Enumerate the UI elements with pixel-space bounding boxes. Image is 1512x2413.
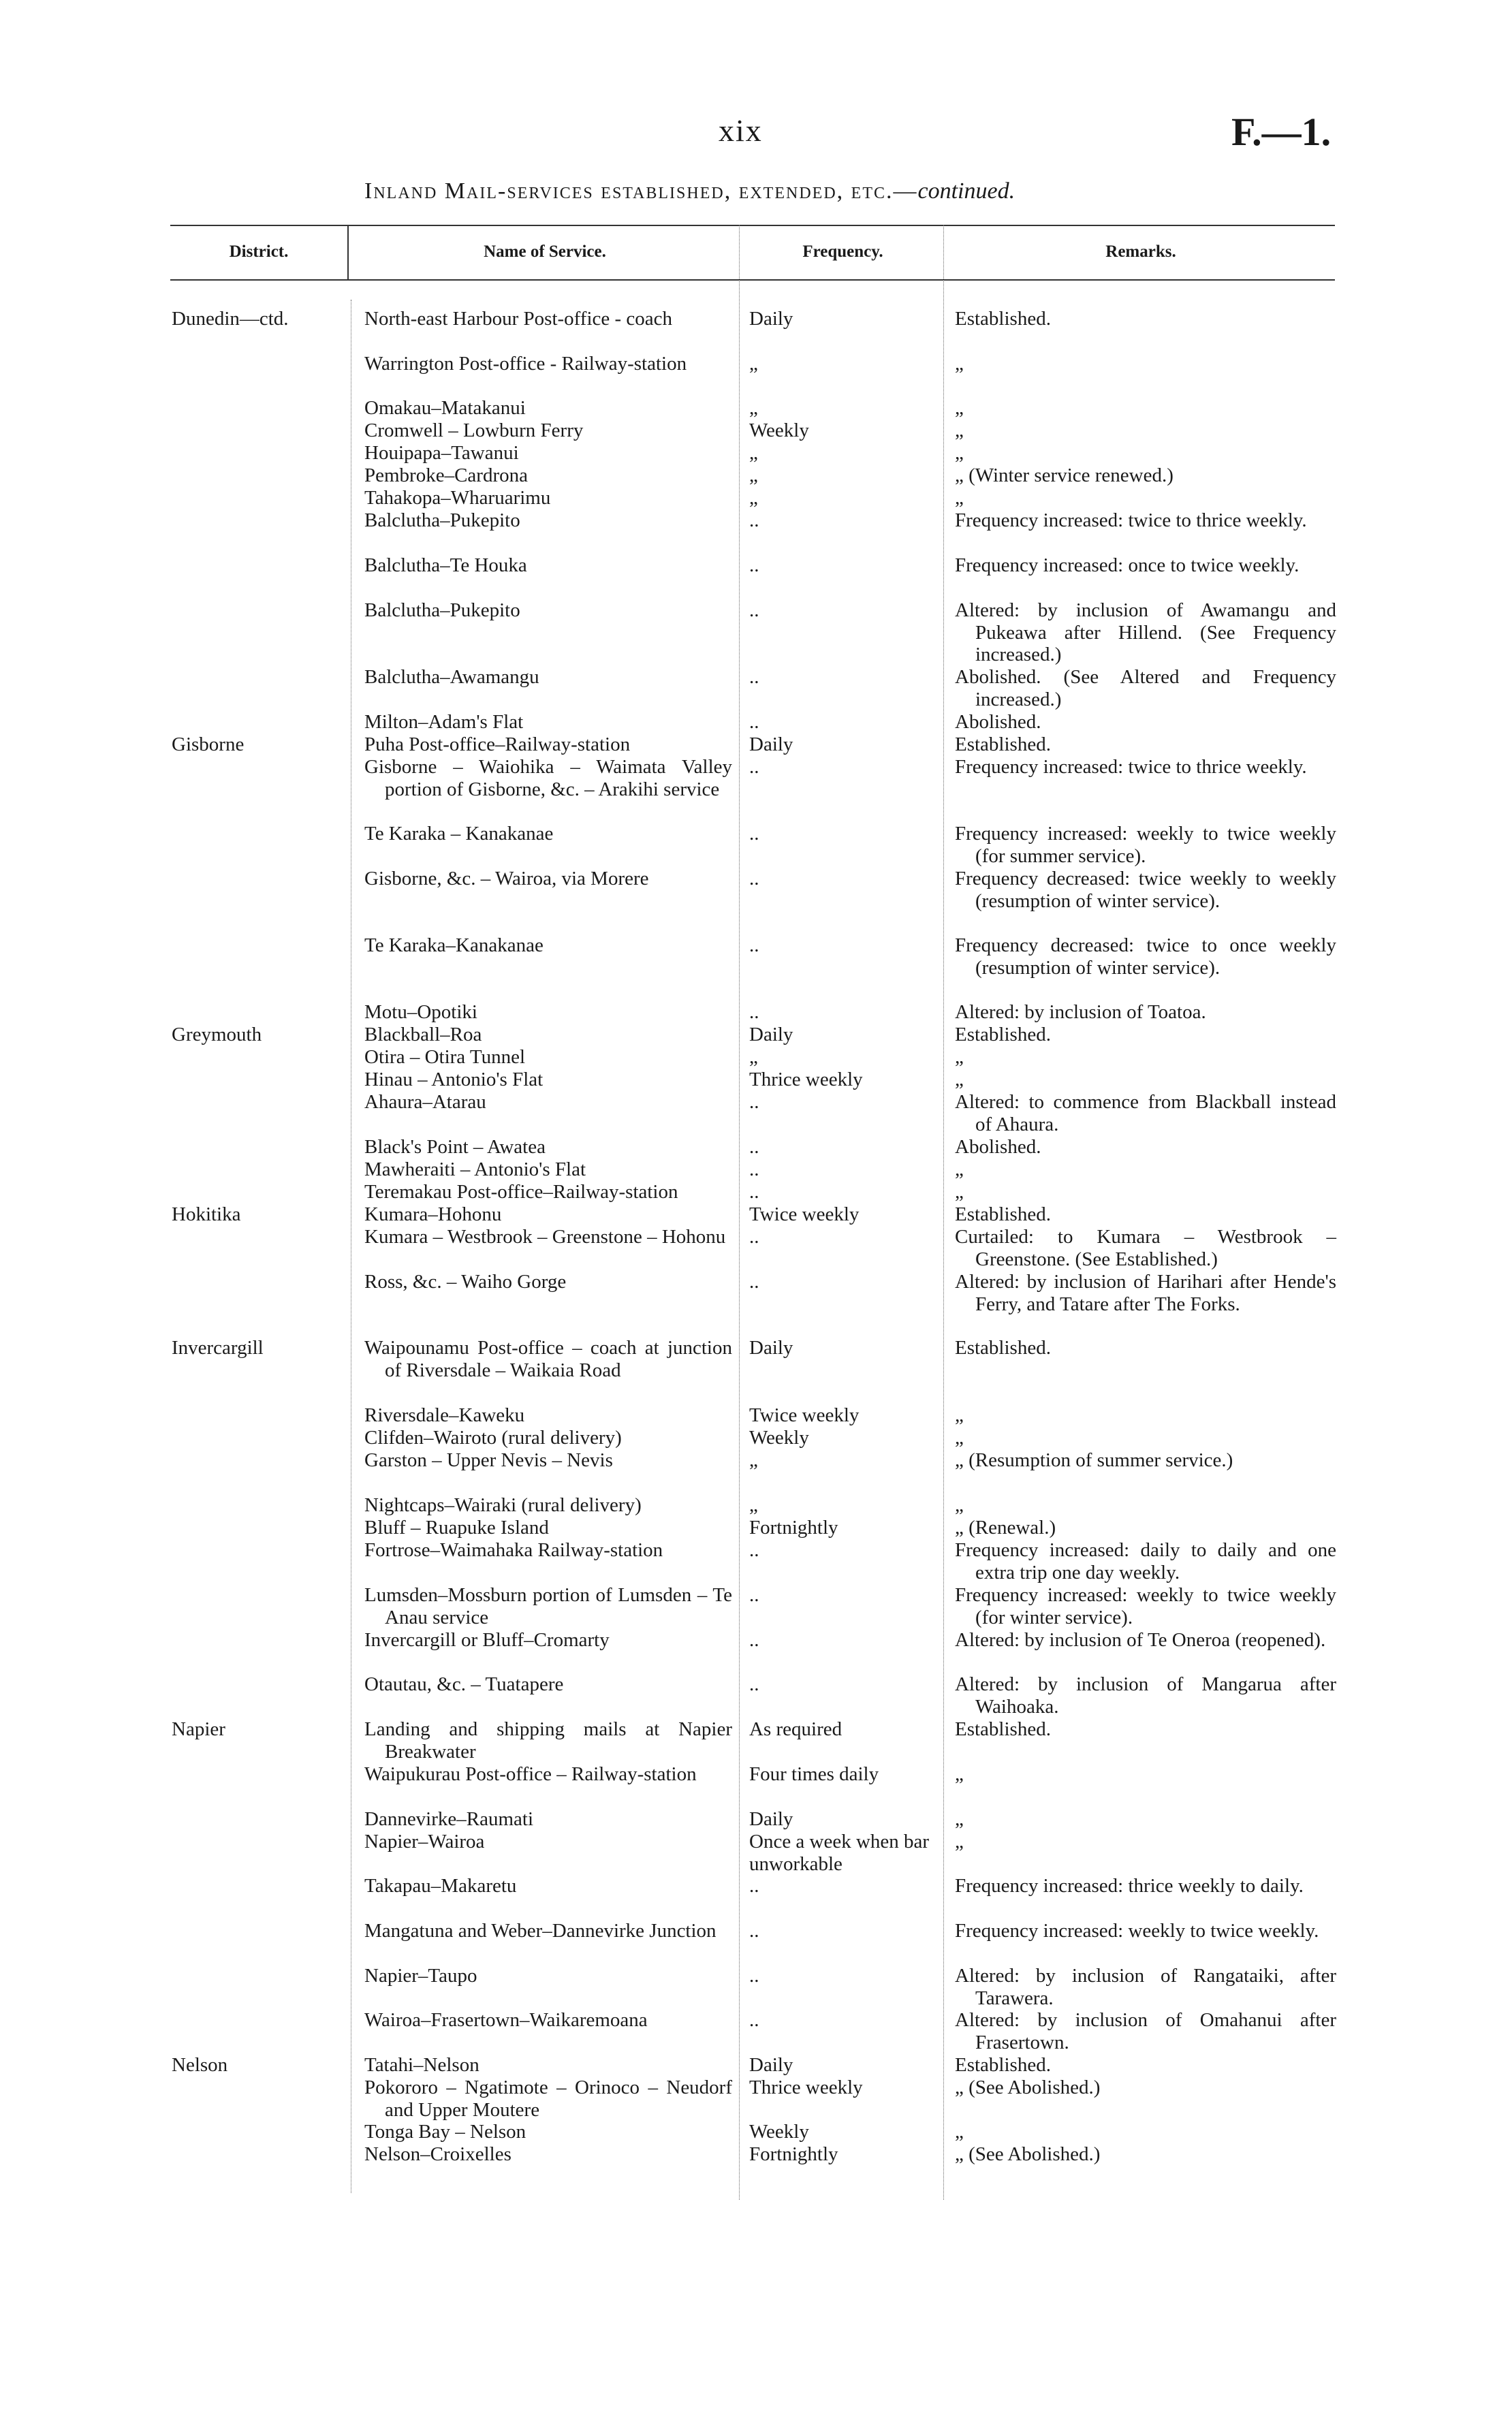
service-cell: Riversdale–Kaweku xyxy=(364,1404,525,1426)
service-cell: Wairoa–Frasertown–Waikaremoana xyxy=(364,2009,648,2031)
remarks-cell: Altered: by inclusion of Mangarua after Waihoaka. xyxy=(955,1673,1336,1718)
header-frequency: Frequency. xyxy=(802,242,883,261)
page-title xyxy=(364,178,1015,204)
remarks-cell: „ xyxy=(955,1046,964,1068)
remarks-cell: „ (See Abolished.) xyxy=(955,2143,1101,2165)
page-code: F.—1. xyxy=(1231,110,1332,154)
service-cell: Puha Post-office–Railway-station xyxy=(364,734,631,755)
service-cell: Gisborne – Waiohika – Waimata Valley portion of Gisborne, &c. – Arakihi service xyxy=(364,756,732,800)
frequency-cell: Daily xyxy=(749,1337,793,1359)
service-cell: North-east Harbour Post-office - coach xyxy=(364,308,673,330)
district-cell: Napier xyxy=(172,1718,225,1740)
header-remarks: Remarks. xyxy=(1105,242,1176,261)
remarks-cell: Altered: to commence from Blackball instead of Ahaura. xyxy=(955,1091,1336,1135)
remarks-cell: Established. xyxy=(955,1024,1051,1045)
header-top-rule xyxy=(170,225,1335,226)
service-cell: Warrington Post-office - Railway-station xyxy=(364,353,687,375)
remarks-cell: Curtailed: to Kumara – Westbrook – Greenstone. (See Established.) xyxy=(955,1226,1336,1270)
frequency-cell: .. xyxy=(749,1136,759,1158)
frequency-cell: Daily xyxy=(749,308,793,330)
frequency-cell: .. xyxy=(749,1584,759,1606)
frequency-cell: .. xyxy=(749,599,759,621)
remarks-cell: Established. xyxy=(955,734,1051,755)
remarks-cell: Established. xyxy=(955,1337,1051,1359)
frequency-cell: .. xyxy=(749,711,759,733)
service-cell: Lumsden–Mossburn portion of Lumsden – Te Anau service xyxy=(364,1584,732,1628)
remarks-cell: „ xyxy=(955,1181,964,1203)
service-cell: Waipukurau Post-office – Railway-station xyxy=(364,1763,697,1785)
service-cell: Black's Point – Awatea xyxy=(364,1136,546,1158)
service-cell: Fortrose–Waimahaka Railway-station xyxy=(364,1539,663,1561)
service-cell: Gisborne, &c. – Wairoa, via Morere xyxy=(364,868,649,889)
page-number: xix xyxy=(719,113,763,148)
service-cell: Takapau–Makaretu xyxy=(364,1875,517,1897)
frequency-cell: .. xyxy=(749,1965,759,1987)
remarks-cell: Abolished. (See Altered and Frequency increased.) xyxy=(955,666,1336,710)
frequency-cell: .. xyxy=(749,1629,759,1651)
frequency-cell: Thrice weekly xyxy=(749,1069,863,1090)
remarks-cell: Frequency increased: weekly to twice weekly. xyxy=(955,1920,1319,1942)
frequency-cell: Twice weekly xyxy=(749,1404,860,1426)
service-cell: Tahakopa–Wharuarimu xyxy=(364,487,551,509)
service-cell: Milton–Adam's Flat xyxy=(364,711,524,733)
remarks-cell: „ (Renewal.) xyxy=(955,1517,1056,1539)
frequency-cell: „ xyxy=(749,487,758,509)
header-bottom-rule xyxy=(170,279,1335,281)
service-cell: Tatahi–Nelson xyxy=(364,2054,479,2076)
service-cell: Houipapa–Tawanui xyxy=(364,442,519,464)
district-cell: Greymouth xyxy=(172,1024,262,1045)
frequency-cell: .. xyxy=(749,756,759,778)
service-cell: Omakau–Matakanui xyxy=(364,397,526,419)
remarks-cell: Established. xyxy=(955,2054,1051,2076)
frequency-cell: „ xyxy=(749,353,758,375)
service-cell: Otautau, &c. – Tuatapere xyxy=(364,1673,564,1695)
district-cell: Dunedin—ctd. xyxy=(172,308,289,330)
frequency-cell: „ xyxy=(749,1494,758,1516)
service-cell: Nightcaps–Wairaki (rural delivery) xyxy=(364,1494,642,1516)
service-cell: Te Karaka–Kanakanae xyxy=(364,934,544,956)
service-cell: Kumara–Hohonu xyxy=(364,1203,502,1225)
frequency-cell: .. xyxy=(749,2009,759,2031)
title-continued: continued. xyxy=(917,178,1015,204)
remarks-cell: Altered: by inclusion of Rangataiki, after Tarawera. xyxy=(955,1965,1336,2009)
remarks-cell: Altered: by inclusion of Harihari after Hende's Ferry, and Tatare after The Forks. xyxy=(955,1271,1336,1315)
frequency-cell: .. xyxy=(749,1271,759,1293)
service-cell: Pembroke–Cardrona xyxy=(364,464,528,486)
frequency-cell: .. xyxy=(749,554,759,576)
service-cell: Tonga Bay – Nelson xyxy=(364,2121,526,2143)
frequency-cell: Daily xyxy=(749,1808,793,1830)
frequency-cell: .. xyxy=(749,1226,759,1248)
remarks-cell: „ xyxy=(955,353,964,375)
remarks-cell: „ xyxy=(955,1158,964,1180)
frequency-cell: Fortnightly xyxy=(749,1517,838,1539)
remarks-cell: „ xyxy=(955,2121,964,2143)
service-cell: Napier–Wairoa xyxy=(364,1831,485,1852)
frequency-cell: „ xyxy=(749,397,758,419)
frequency-cell: .. xyxy=(749,1875,759,1897)
service-cell: Cromwell – Lowburn Ferry xyxy=(364,420,584,441)
frequency-cell: .. xyxy=(749,1001,759,1023)
remarks-cell: „ (See Abolished.) xyxy=(955,2077,1101,2098)
remarks-cell: Frequency decreased: twice to once weekly (resumption of winter service). xyxy=(955,934,1336,979)
remarks-cell: Abolished. xyxy=(955,711,1041,733)
frequency-cell: Daily xyxy=(749,1024,793,1045)
frequency-cell: .. xyxy=(749,868,759,889)
frequency-cell: Weekly xyxy=(749,420,809,441)
service-cell: Mawheraiti – Antonio's Flat xyxy=(364,1158,586,1180)
remarks-cell: Abolished. xyxy=(955,1136,1041,1158)
frequency-cell: .. xyxy=(749,934,759,956)
remarks-cell: „ xyxy=(955,1427,964,1449)
remarks-cell: Frequency increased: thrice weekly to daily. xyxy=(955,1875,1304,1897)
district-cell: Invercargill xyxy=(172,1337,264,1359)
remarks-cell: „ xyxy=(955,420,964,441)
column-divider-service xyxy=(739,225,740,2200)
frequency-cell: .. xyxy=(749,1181,759,1203)
service-cell: Hinau – Antonio's Flat xyxy=(364,1069,544,1090)
service-cell: Otira – Otira Tunnel xyxy=(364,1046,526,1068)
remarks-cell: „ xyxy=(955,1763,964,1785)
remarks-cell: „ xyxy=(955,1069,964,1090)
service-cell: Balclutha–Pukepito xyxy=(364,509,520,531)
frequency-cell: .. xyxy=(749,1158,759,1180)
remarks-cell: „ xyxy=(955,1831,964,1852)
frequency-cell: „ xyxy=(749,1449,758,1471)
service-cell: Pokororo – Ngatimote – Orinoco – Neudorf and Upper Moutere xyxy=(364,2077,732,2121)
remarks-cell: Established. xyxy=(955,1718,1051,1740)
remarks-cell: „ (Resumption of summer service.) xyxy=(955,1449,1233,1471)
service-cell: Balclutha–Pukepito xyxy=(364,599,520,621)
frequency-cell: Daily xyxy=(749,2054,793,2076)
remarks-cell: Altered: by inclusion of Te Oneroa (reopened). xyxy=(955,1629,1326,1651)
frequency-cell: Weekly xyxy=(749,2121,809,2143)
remarks-cell: Frequency increased: daily to daily and one extra trip one day weekly. xyxy=(955,1539,1336,1583)
district-cell: Gisborne xyxy=(172,734,245,755)
service-cell: Dannevirke–Raumati xyxy=(364,1808,534,1830)
service-cell: Balclutha–Te Houka xyxy=(364,554,527,576)
frequency-cell: Twice weekly xyxy=(749,1203,860,1225)
service-cell: Blackball–Roa xyxy=(364,1024,482,1045)
frequency-cell: .. xyxy=(749,509,759,531)
remarks-cell: „ xyxy=(955,1404,964,1426)
remarks-cell: Frequency increased: weekly to twice weekly (for winter service). xyxy=(955,1584,1336,1628)
frequency-cell: „ xyxy=(749,442,758,464)
frequency-cell: Fortnightly xyxy=(749,2143,838,2165)
remarks-cell: Frequency increased: twice to thrice weekly. xyxy=(955,509,1307,531)
service-cell: Motu–Opotiki xyxy=(364,1001,477,1023)
service-cell: Napier–Taupo xyxy=(364,1965,477,1987)
service-cell: Invercargill or Bluff–Cromarty xyxy=(364,1629,610,1651)
service-cell: Balclutha–Awamangu xyxy=(364,666,539,688)
service-cell: Ross, &c. – Waiho Gorge xyxy=(364,1271,567,1293)
remarks-cell: Altered: by inclusion of Toatoa. xyxy=(955,1001,1206,1023)
title-main: Inland Mail-services established, extended, etc.— xyxy=(364,178,918,204)
service-cell: Clifden–Wairoto (rural delivery) xyxy=(364,1427,622,1449)
remarks-cell: Frequency increased: weekly to twice weekly (for summer service). xyxy=(955,823,1336,867)
frequency-cell: „ xyxy=(749,1046,758,1068)
frequency-cell: „ xyxy=(749,464,758,486)
frequency-cell: Once a week when bar unworkable xyxy=(749,1831,930,1875)
remarks-cell: Established. xyxy=(955,1203,1051,1225)
remarks-cell: Frequency increased: twice to thrice weekly. xyxy=(955,756,1307,778)
frequency-cell: Thrice weekly xyxy=(749,2077,863,2098)
service-cell: Ahaura–Atarau xyxy=(364,1091,486,1113)
district-cell: Hokitika xyxy=(172,1203,241,1225)
remarks-cell: „ xyxy=(955,442,964,464)
frequency-cell: Weekly xyxy=(749,1427,809,1449)
service-cell: Kumara – Westbrook – Greenstone – Hohonu xyxy=(364,1226,726,1248)
frequency-cell: .. xyxy=(749,1091,759,1113)
remarks-cell: „ xyxy=(955,397,964,419)
frequency-cell: Four times daily xyxy=(749,1763,879,1785)
frequency-cell: As required xyxy=(749,1718,842,1740)
service-cell: Landing and shipping mails at Napier Breakwater xyxy=(364,1718,732,1763)
service-cell: Nelson–Croixelles xyxy=(364,2143,511,2165)
service-cell: Waipounamu Post-office – coach at junction of Riversdale – Waikaia Road xyxy=(364,1337,732,1381)
service-cell: Bluff – Ruapuke Island xyxy=(364,1517,549,1539)
remarks-cell: Frequency increased: once to twice weekly. xyxy=(955,554,1300,576)
service-cell: Garston – Upper Nevis – Nevis xyxy=(364,1449,613,1471)
remarks-cell: Frequency decreased: twice weekly to weekly (resumption of winter service). xyxy=(955,868,1336,912)
remarks-cell: „ (Winter service renewed.) xyxy=(955,464,1174,486)
frequency-cell: .. xyxy=(749,823,759,845)
service-cell: Te Karaka – Kanakanae xyxy=(364,823,554,845)
remarks-cell: Altered: by inclusion of Awamangu and Pukeawa after Hillend. (See Frequency increased.) xyxy=(955,599,1336,666)
frequency-cell: .. xyxy=(749,1673,759,1695)
service-cell: Teremakau Post-office–Railway-station xyxy=(364,1181,678,1203)
frequency-cell: .. xyxy=(749,1539,759,1561)
remarks-cell: „ xyxy=(955,1808,964,1830)
column-divider-frequency xyxy=(943,225,944,2200)
remarks-cell: Established. xyxy=(955,308,1051,330)
frequency-cell: Daily xyxy=(749,734,793,755)
header-district: District. xyxy=(229,242,289,261)
frequency-cell: .. xyxy=(749,666,759,688)
remarks-cell: „ xyxy=(955,487,964,509)
service-cell: Mangatuna and Weber–Dannevirke Junction xyxy=(364,1920,716,1942)
remarks-cell: „ xyxy=(955,1494,964,1516)
column-divider-district xyxy=(347,225,349,279)
header-service: Name of Service. xyxy=(484,242,606,261)
district-cell: Nelson xyxy=(172,2054,228,2076)
frequency-cell: .. xyxy=(749,1920,759,1942)
remarks-cell: Altered: by inclusion of Omahanui after Frasertown. xyxy=(955,2009,1336,2053)
